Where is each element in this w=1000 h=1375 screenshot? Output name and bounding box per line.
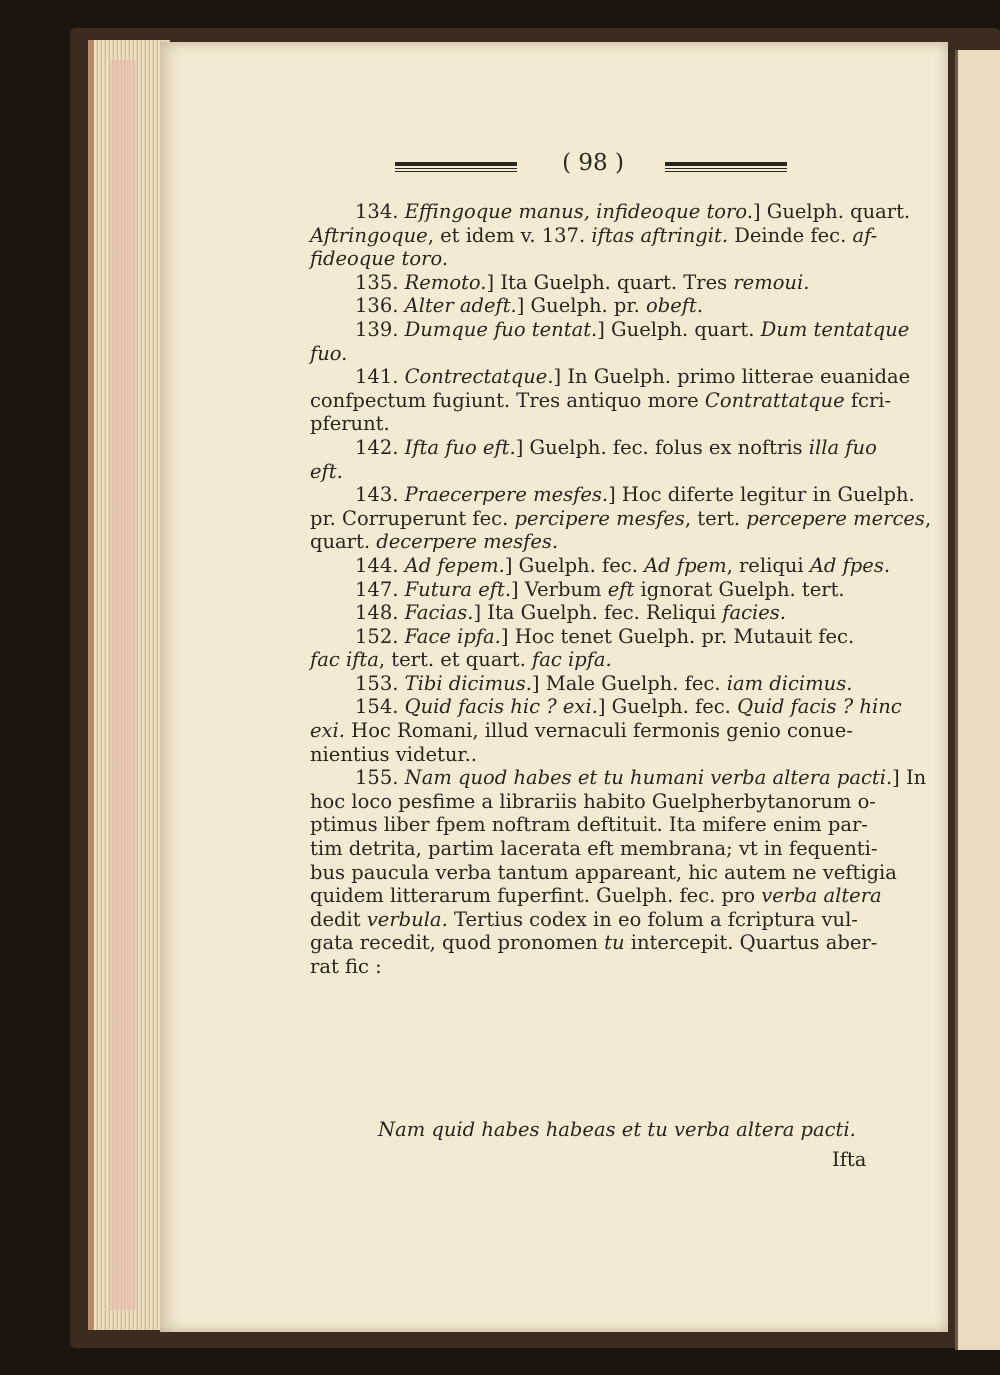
text-line bbox=[310, 436, 875, 460]
roman-text: ] Ita Guelph. quart. Tres bbox=[486, 270, 734, 294]
text-line bbox=[310, 601, 875, 625]
roman-text: ] Ita Guelph. fec. Reliqui bbox=[473, 601, 723, 625]
italic-text: eft bbox=[607, 577, 635, 601]
italic-text: percepere merces bbox=[746, 506, 925, 530]
roman-text: ] Guelph. quart. bbox=[597, 317, 761, 341]
roman-text: 147. bbox=[355, 577, 405, 601]
roman-text: 141. bbox=[355, 365, 405, 389]
italic-text: eft. bbox=[310, 459, 343, 483]
text-line bbox=[310, 695, 902, 719]
right-header-rule bbox=[665, 162, 787, 172]
text-line bbox=[310, 247, 875, 271]
text-line bbox=[310, 931, 878, 955]
roman-text: Tertius codex in eo folum a fcriptura vul- bbox=[447, 907, 858, 931]
page-number: ( 98 ) bbox=[562, 150, 624, 176]
roman-text: , tert. bbox=[684, 506, 747, 530]
italic-text: Remoto. bbox=[404, 270, 487, 294]
text-line bbox=[310, 365, 911, 389]
roman-text: tim detrita, partim lacerata eft membrana; vt in fequenti- bbox=[310, 837, 878, 861]
italic-text: Futura eft. bbox=[404, 577, 512, 601]
roman-text: gata recedit, quod pronomen bbox=[310, 931, 605, 955]
italic-text: Face ipfa. bbox=[404, 624, 501, 648]
roman-text: Deinde fec. bbox=[728, 223, 853, 247]
roman-text: 154. bbox=[355, 695, 405, 719]
roman-text: bus paucula verba tantum appareant, hic autem ne veftigia bbox=[310, 860, 897, 884]
text-line bbox=[310, 719, 875, 743]
italic-text: exi. bbox=[310, 719, 345, 743]
text-line bbox=[310, 837, 878, 861]
text-line bbox=[310, 672, 875, 696]
roman-text: ] Hoc diferte legitur in Guelph. bbox=[608, 483, 915, 507]
roman-text: 139. bbox=[355, 317, 405, 341]
text-line bbox=[310, 223, 878, 248]
roman-text: 152. bbox=[355, 624, 405, 648]
italic-text: Ad fpem bbox=[644, 553, 727, 577]
italic-text: Ad fepem. bbox=[404, 553, 505, 577]
italic-text: fac ifta bbox=[310, 648, 379, 672]
text-line bbox=[310, 955, 875, 979]
text-line bbox=[310, 743, 875, 767]
italic-text: Contrattatque bbox=[704, 388, 845, 412]
page-edges-tint bbox=[110, 60, 136, 1310]
text-line bbox=[310, 625, 875, 649]
text-line bbox=[310, 908, 875, 932]
roman-text: 153. bbox=[355, 671, 405, 695]
roman-text: ] Male Guelph. fec. bbox=[531, 671, 727, 695]
roman-text: 155. bbox=[355, 766, 405, 790]
italic-text: Quid facis ? hinc bbox=[737, 695, 902, 719]
roman-text: 142. bbox=[355, 435, 405, 459]
italic-text: Nam quod habes et tu humani verba altera pacti. bbox=[404, 766, 893, 790]
roman-text: ignorat Guelph. tert. bbox=[634, 577, 845, 601]
text-line bbox=[310, 790, 875, 814]
text-line bbox=[310, 648, 875, 672]
italic-text: iam dicimus. bbox=[726, 671, 853, 695]
roman-text: , bbox=[924, 506, 932, 530]
roman-text: hoc loco pesfime a librariis habito Guelpherbytanorum o- bbox=[310, 789, 876, 813]
italic-text: decerpere mesfes. bbox=[376, 530, 559, 554]
text-line bbox=[310, 342, 875, 366]
roman-text: nientius videtur.. bbox=[310, 742, 477, 766]
roman-text: ] Guelph. fec. bbox=[504, 553, 645, 577]
roman-text: , et idem v. 137. bbox=[427, 223, 592, 247]
roman-text: 134. bbox=[355, 200, 405, 223]
roman-text: pr. Corruperunt fec. bbox=[310, 506, 515, 530]
italic-text: Facias. bbox=[404, 601, 474, 625]
roman-text: ] Guelph. pr. bbox=[516, 294, 646, 318]
commentary-text bbox=[310, 200, 932, 979]
text-line bbox=[310, 530, 875, 554]
roman-text: rat fic : bbox=[310, 955, 382, 978]
text-line bbox=[310, 553, 891, 578]
roman-text: ] Verbum bbox=[511, 577, 608, 601]
text-line bbox=[310, 200, 911, 224]
roman-text: ] Guelph. fec. folus ex noftris bbox=[515, 435, 809, 459]
roman-text: fcri- bbox=[844, 388, 892, 412]
roman-text: 135. bbox=[355, 270, 405, 294]
catchword: Ifta bbox=[832, 1148, 867, 1171]
page-header bbox=[395, 150, 795, 190]
roman-text: quart. bbox=[310, 530, 377, 554]
roman-text: ] Guelph. quart. bbox=[752, 200, 911, 223]
roman-text: ] In bbox=[892, 766, 927, 790]
left-header-rule bbox=[395, 162, 517, 172]
italic-text: facies. bbox=[722, 601, 786, 625]
italic-text: illa fuo bbox=[808, 435, 877, 459]
quoted-verse: Nam quid habes habeas et tu verba altera pacti. bbox=[378, 1118, 856, 1141]
text-line bbox=[310, 271, 875, 295]
roman-text: ] Hoc tenet Guelph. pr. Mutauit fec. bbox=[500, 624, 855, 648]
italic-text: Contrectatque. bbox=[404, 365, 554, 389]
italic-text: Praecerpere mesfes. bbox=[404, 483, 609, 507]
roman-text: , reliqui bbox=[726, 553, 810, 577]
roman-text: ] Guelph. fec. bbox=[597, 695, 738, 719]
roman-text: 136. bbox=[355, 294, 405, 318]
text-line bbox=[310, 766, 927, 790]
roman-text: 143. bbox=[355, 483, 405, 507]
roman-text: confpectum fugiunt. Tres antiquo more bbox=[310, 388, 705, 412]
text-line bbox=[310, 506, 932, 531]
italic-text: iftas aftringit. bbox=[591, 223, 729, 247]
italic-text: remoui. bbox=[733, 270, 810, 294]
italic-text: Tibi dicimus. bbox=[404, 671, 532, 695]
italic-text: obeft. bbox=[645, 294, 703, 318]
italic-text: verbula. bbox=[366, 907, 448, 931]
text-line bbox=[310, 813, 875, 837]
italic-text: Ad fpes. bbox=[809, 553, 891, 577]
roman-text: Hoc Romani, illud vernaculi fermonis genio conue- bbox=[344, 719, 853, 743]
italic-text: fideoque toro. bbox=[310, 247, 449, 271]
text-line bbox=[310, 860, 897, 885]
roman-text: pferunt. bbox=[310, 412, 390, 436]
text-line bbox=[310, 388, 892, 413]
italic-text: Dum tentatque bbox=[760, 317, 910, 341]
italic-text: fuo. bbox=[310, 341, 348, 365]
italic-text: tu bbox=[604, 931, 625, 955]
roman-text: ] In Guelph. primo litterae euanidae bbox=[553, 365, 911, 389]
text-line bbox=[310, 412, 875, 436]
italic-text: Alter adeft. bbox=[404, 294, 517, 318]
roman-text: , tert. et quart. bbox=[378, 648, 533, 672]
roman-text: dedit bbox=[310, 907, 367, 931]
italic-text: fac ipfa. bbox=[532, 648, 612, 672]
roman-text: 148. bbox=[355, 601, 405, 625]
text-line bbox=[310, 317, 910, 342]
roman-text: quidem litterarum fuperfint. Guelph. fec. pro bbox=[310, 884, 762, 908]
italic-text: Effingoque manus, infideoque toro. bbox=[404, 200, 753, 223]
facing-page-edge bbox=[955, 50, 1000, 1350]
italic-text: Quid facis hic ? exi. bbox=[404, 695, 598, 719]
italic-text: af- bbox=[852, 223, 878, 247]
roman-text: intercepit. Quartus aber- bbox=[624, 931, 878, 955]
text-line bbox=[310, 294, 875, 318]
text-line bbox=[310, 578, 875, 602]
text-line bbox=[310, 483, 915, 507]
italic-text: percipere mesfes bbox=[514, 506, 685, 530]
text-line bbox=[310, 460, 875, 484]
italic-text: Aftringoque bbox=[310, 223, 428, 247]
roman-text: 144. bbox=[355, 553, 405, 577]
italic-text: verba altera bbox=[761, 884, 882, 908]
italic-text: Dumque fuo tentat. bbox=[404, 317, 598, 341]
roman-text: ptimus liber fpem noftram deftituit. Ita mifere enim par- bbox=[310, 813, 868, 837]
italic-text: Ifta fuo eft. bbox=[404, 435, 516, 459]
text-line bbox=[310, 884, 882, 908]
